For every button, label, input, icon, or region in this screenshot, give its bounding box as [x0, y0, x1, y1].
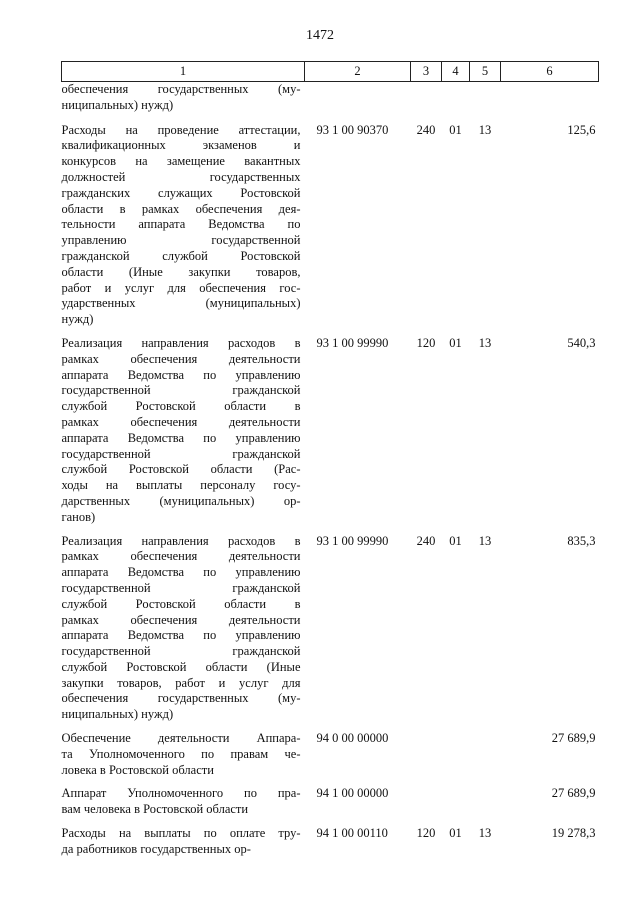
row-description	[62, 82, 305, 123]
description-line: Аппарат Уполномоченного по пра-	[61, 786, 301, 801]
expense-type: 240	[416, 533, 436, 548]
section: 01	[449, 335, 462, 350]
description-line: области (Иные закупки товаров,	[61, 264, 301, 279]
description-line: вам человека в Ростовской области	[61, 802, 249, 817]
row-description	[62, 786, 305, 826]
row-description	[62, 826, 305, 866]
target-code: 94 0 00 00000	[316, 731, 389, 746]
table-row	[62, 534, 599, 732]
description-line: ударственных (муниципальных)	[61, 296, 301, 311]
description-line: обеспечения государственных (му-	[61, 82, 301, 96]
target-code: 93 1 00 90370	[316, 122, 389, 137]
expense-type: 120	[416, 335, 436, 350]
row-description	[62, 336, 305, 534]
expense-type: 120	[416, 826, 436, 841]
expense-type: 240	[416, 122, 436, 137]
amount: 27 689,9	[551, 786, 596, 801]
description-line: Расходы на выплаты по оплате тру-	[61, 826, 301, 841]
column-header: 5	[470, 62, 501, 82]
table-row	[62, 826, 599, 866]
expense-type	[411, 731, 442, 786]
section	[442, 82, 470, 123]
target-code	[305, 82, 411, 123]
description-line: нужд)	[61, 312, 94, 327]
amount	[501, 82, 599, 123]
expense-type	[411, 786, 442, 826]
description-line: закупки товаров, работ и услуг для	[61, 675, 301, 690]
description-line: аппарата Ведомства по управлению	[61, 628, 301, 643]
description-line: государственной гражданской	[61, 383, 301, 398]
description-line: рамках обеспечения деятельности	[61, 351, 301, 366]
description-line: рамках обеспечения деятельности	[61, 414, 301, 429]
description-line: аппарата Ведомства по управлению	[61, 565, 301, 580]
description-line: ловека в Ростовской области	[61, 762, 214, 777]
column-header: 6	[501, 62, 599, 82]
column-header: 1	[62, 62, 305, 82]
amount: 835,3	[567, 533, 596, 548]
target-code: 93 1 00 99990	[316, 533, 389, 548]
description-line: Реализация направления расходов в	[61, 533, 301, 548]
description-line: квалификационных экзаменов и	[61, 138, 301, 153]
description-line: должностей государственных	[61, 169, 301, 184]
column-header: 2	[305, 62, 411, 82]
header-row	[62, 62, 599, 82]
description-line: аппарата Ведомства по управлению	[61, 430, 301, 445]
page-number: 1472	[306, 28, 334, 43]
table-row	[62, 336, 599, 534]
description-line: государственной гражданской	[61, 580, 301, 595]
column-header: 3	[411, 62, 442, 82]
section	[442, 731, 470, 786]
subsection: 13	[478, 826, 492, 841]
description-line: рамках обеспечения деятельности	[61, 549, 301, 564]
section	[442, 786, 470, 826]
target-code: 94 1 00 00000	[316, 786, 389, 801]
amount: 27 689,9	[551, 731, 596, 746]
section: 01	[449, 122, 462, 137]
description-line: службой Ростовской области в	[61, 596, 301, 611]
table-body	[62, 82, 599, 866]
description-line: Обеспечение деятельности Аппара-	[61, 731, 301, 746]
table-row	[62, 123, 599, 336]
expense-type	[411, 82, 442, 123]
description-line: та Уполномоченного по правам че-	[61, 746, 301, 761]
subsection	[470, 82, 501, 123]
amount: 125,6	[567, 122, 596, 137]
budget-table	[61, 61, 599, 866]
description-line: управлению государственной	[61, 233, 301, 248]
description-line: конкурсов на замещение вакантных	[61, 154, 301, 169]
description-line: службой Ростовской области в	[61, 399, 301, 414]
description-line: государственной гражданской	[61, 644, 301, 659]
subsection: 13	[478, 335, 492, 350]
target-code: 94 1 00 00110	[316, 826, 388, 841]
subsection	[470, 786, 501, 826]
description-line: обеспечения государственных (му-	[61, 691, 301, 706]
description-line: ниципальных) нужд)	[61, 97, 174, 112]
table-row	[62, 731, 599, 786]
section: 01	[449, 533, 462, 548]
amount: 19 278,3	[551, 826, 596, 841]
description-line: Реализация направления расходов в	[61, 335, 301, 350]
section: 01	[449, 826, 462, 841]
description-line: ниципальных) нужд)	[61, 707, 174, 722]
description-line: гражданских служащих Ростовской	[61, 185, 301, 200]
table-row	[62, 82, 599, 123]
description-line: дарственных (муниципальных) ор-	[61, 493, 301, 508]
column-header: 4	[442, 62, 470, 82]
subsection	[470, 731, 501, 786]
description-line: государственной гражданской	[61, 446, 301, 461]
subsection: 13	[478, 122, 492, 137]
description-line: ходы на выплаты персоналу госу-	[61, 478, 301, 493]
description-line: да работников государственных ор-	[61, 841, 251, 856]
row-description	[62, 534, 305, 732]
description-line: рамках обеспечения деятельности	[61, 612, 301, 627]
amount: 540,3	[567, 335, 596, 350]
table-row	[62, 786, 599, 826]
description-line: работ и услуг для обеспечения гос-	[61, 280, 301, 295]
description-line: области в рамках обеспечения дея-	[61, 201, 301, 216]
subsection: 13	[478, 533, 492, 548]
description-line: ганов)	[61, 509, 96, 524]
row-description	[62, 123, 305, 336]
description-line: службой Ростовской области (Рас-	[61, 462, 301, 477]
row-description	[62, 731, 305, 786]
description-line: Расходы на проведение аттестации,	[61, 122, 301, 137]
description-line: аппарата Ведомства по управлению	[61, 367, 301, 382]
description-line: тельности аппарата Ведомства по	[61, 217, 301, 232]
description-line: гражданской службой Ростовской	[61, 248, 301, 263]
description-line: службой Ростовской области (Иные	[61, 659, 301, 674]
target-code: 93 1 00 99990	[316, 335, 389, 350]
